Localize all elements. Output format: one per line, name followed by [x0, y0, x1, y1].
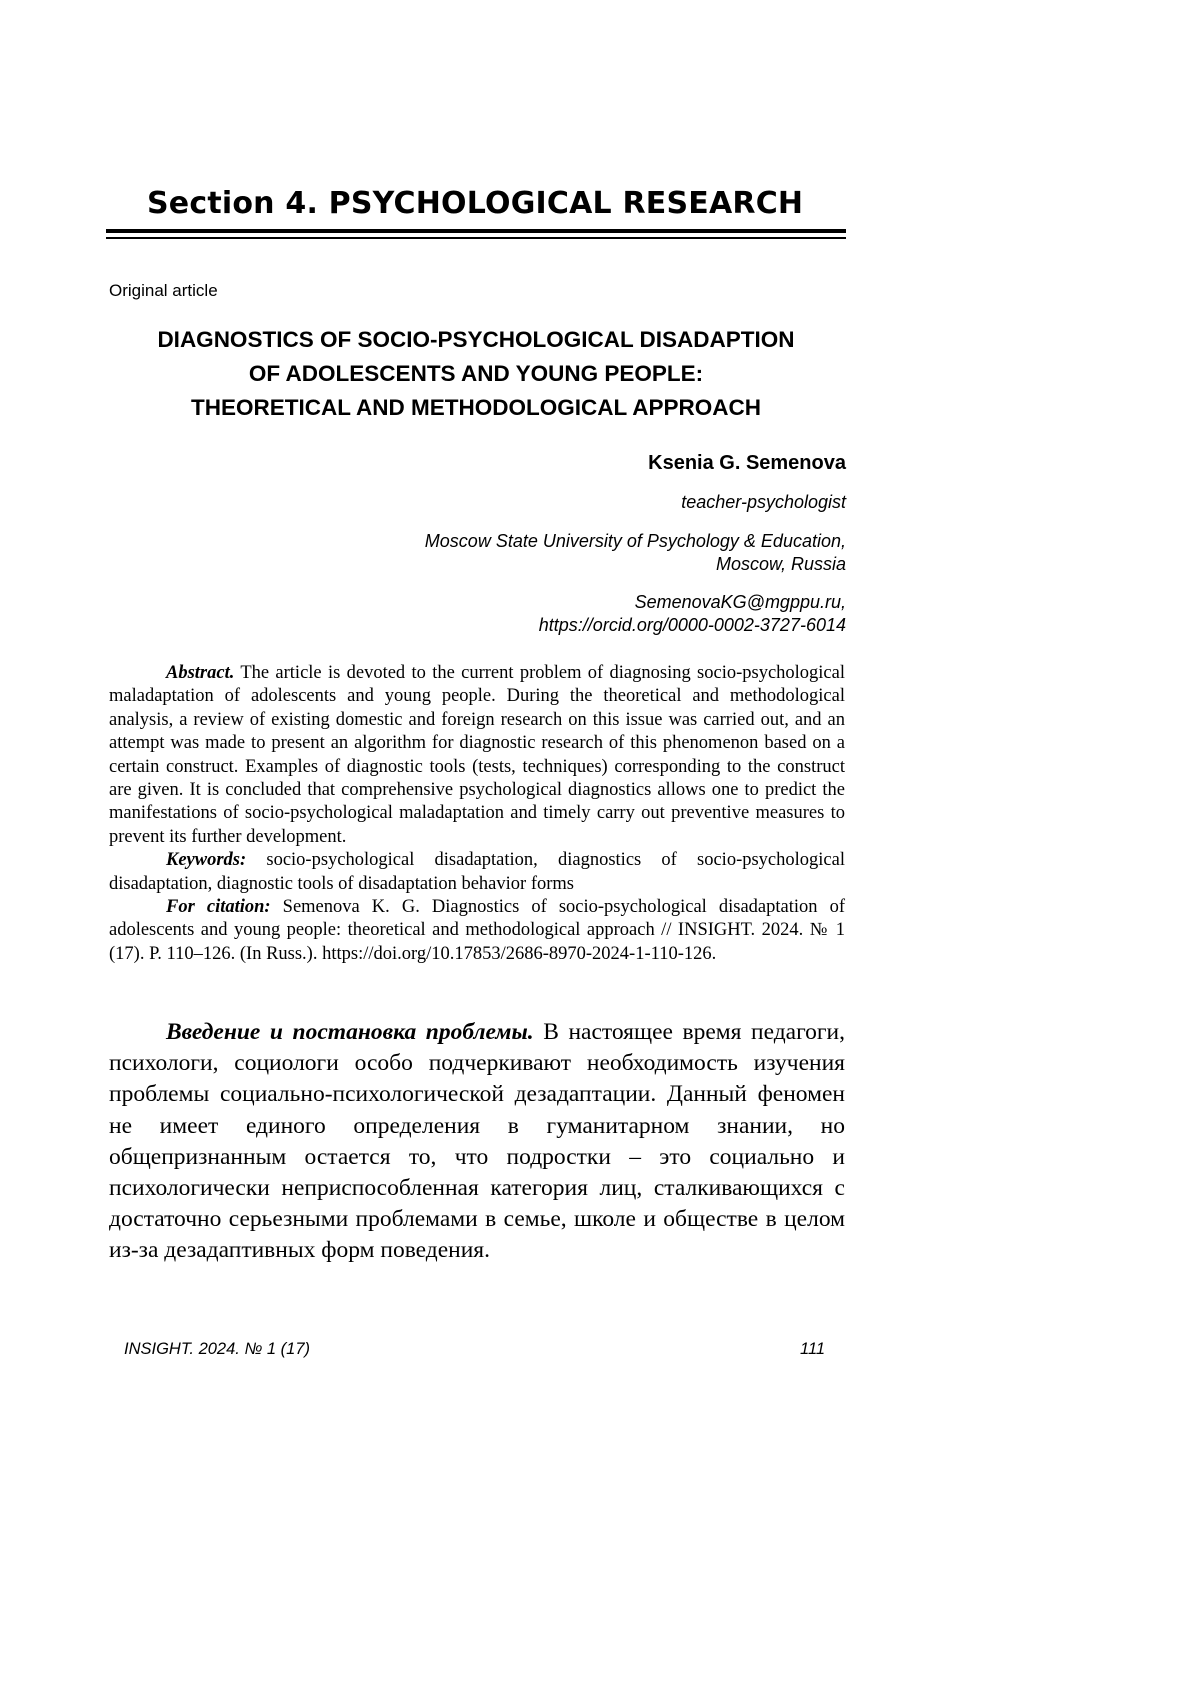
article-type: Original article — [109, 281, 218, 301]
intro-paragraph — [109, 1017, 845, 1267]
article-title — [106, 323, 846, 425]
author-orcid-link[interactable]: https://orcid.org/0000-0002-3727-6014 — [300, 614, 846, 637]
section-title: Section 4. PSYCHOLOGICAL RESEARCH — [147, 186, 803, 221]
intro-text: В настоящее время педагоги, психологи, социологи особо подчеркивают необходимость изучения проблемы социально-психологической дезадаптации. Данный феномен не имеет единого определения в гуманитарном знании, но общепризнанным остается то, что подростки – это социально и психологически неприспособленная категория лиц, сталкивающихся с достаточно серьезными проблемами в семье, школе и обществе в целом из-за дезадаптивных форм поведения. — [109, 1019, 845, 1263]
intro-lead: Введение и постановка проблемы. — [166, 1019, 534, 1045]
affiliation-line: Moscow State University of Psychology & Education, — [300, 530, 846, 553]
author-affiliation — [300, 530, 846, 576]
section-divider-thick — [106, 229, 846, 233]
section-divider-thin — [106, 237, 846, 239]
keywords-text: socio-psychological disadaptation, diagnostics of socio-psychological disadaptation, diagnostic tools of disadaptation behavior forms — [109, 850, 845, 893]
citation-label: For citation: — [166, 897, 271, 917]
intro-section — [109, 1017, 845, 1267]
abstract-label: Abstract. — [166, 663, 234, 683]
keywords-label: Keywords: — [166, 850, 246, 870]
affiliation-line: Moscow, Russia — [300, 553, 846, 576]
article-title-line: DIAGNOSTICS OF SOCIO-PSYCHOLOGICAL DISADAPTION — [106, 323, 846, 357]
author-email[interactable]: SemenovaKG@mgppu.ru, — [300, 591, 846, 614]
author-name: Ksenia G. Semenova — [300, 452, 846, 475]
abstract-text: The article is devoted to the current problem of diagnosing socio-psychological maladaptation of adolescents and young people. During the theoretical and methodological analysis, a review of existing domestic and foreign research on this issue was carried out, and an attempt was made to present an algorithm for diagnostic research of this phenomenon based on a certain construct. Examples of diagnostic tools (tests, techniques) corresponding to the construct are given. It is concluded that comprehensive psychological diagnostics allows one to predict the manifestations of socio-psychological maladaptation and timely carry out preventive measures to prevent its further development. — [109, 663, 845, 847]
author-position: teacher-psychologist — [300, 491, 846, 514]
page-number: 111 — [800, 1340, 825, 1359]
article-title-line: OF ADOLESCENTS AND YOUNG PEOPLE: — [106, 357, 846, 391]
author-contacts — [300, 591, 846, 637]
keywords-paragraph — [109, 849, 845, 896]
abstract-paragraph — [109, 662, 845, 849]
abstract-block — [109, 662, 845, 966]
footer-journal: INSIGHT. 2024. № 1 (17) — [124, 1340, 310, 1359]
article-title-line: THEORETICAL AND METHODOLOGICAL APPROACH — [106, 391, 846, 425]
citation-text: Semenova K. G. Diagnostics of socio-psychological disadaptation of adolescents and young people: theoretical and methodological approach // INSIGHT. 2024. № 1 (17). P. 110–126. (In Russ.). https://doi.org/10.17853/2686-8970-2024-1-110-126. — [109, 897, 845, 964]
citation-paragraph — [109, 896, 845, 966]
